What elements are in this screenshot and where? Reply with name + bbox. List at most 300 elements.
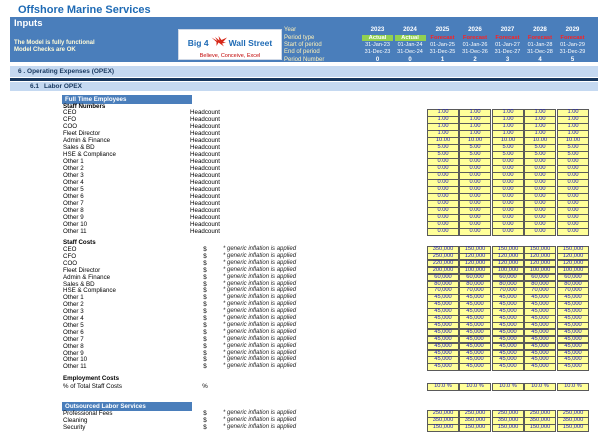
input-cell[interactable]: 45,000 [459, 336, 491, 344]
year-cell: 2025 [435, 26, 450, 33]
unit-label: Headcount [190, 165, 220, 172]
input-cell[interactable]: 10.0 % [492, 383, 524, 391]
input-cell[interactable]: 0.00 [524, 186, 556, 194]
unit-label: $ [203, 301, 207, 309]
inflation-note: * generic inflation is applied [223, 252, 297, 259]
input-cell[interactable]: 350,000 [524, 417, 556, 425]
inflation-note: * generic inflation is applied [223, 266, 297, 273]
input-cell[interactable]: 1.00 [459, 123, 491, 131]
input-cell[interactable]: 0.00 [492, 158, 524, 166]
staff-number-row [0, 116, 600, 123]
row-label: Fleet Director [63, 130, 101, 137]
outsourced-service-row [0, 424, 600, 431]
input-cell[interactable]: 45,000 [427, 350, 459, 358]
row-label: Other 3 [63, 308, 84, 316]
unit-label: $ [203, 280, 207, 288]
employment-costs-title: Employment Costs [63, 375, 120, 382]
input-cell[interactable]: 120,000 [557, 260, 589, 268]
staff-number-row [0, 151, 600, 158]
input-cell[interactable]: 0.00 [557, 193, 589, 201]
row-label: Other 3 [63, 172, 84, 179]
input-cell[interactable]: 0.00 [492, 214, 524, 222]
year-cell: 2027 [500, 26, 515, 33]
input-cell[interactable]: 10.0 % [427, 383, 459, 391]
input-cell[interactable]: 45,000 [459, 322, 491, 330]
input-cell[interactable]: 45,000 [427, 356, 459, 364]
input-cell[interactable]: 10.0 % [459, 383, 491, 391]
input-cell[interactable]: 0.00 [459, 221, 491, 229]
input-cell[interactable]: 0.00 [492, 221, 524, 229]
input-cell[interactable]: 1.00 [427, 109, 459, 117]
input-cell[interactable]: 1.00 [492, 109, 524, 117]
input-cell[interactable]: 1.00 [492, 116, 524, 124]
input-cell[interactable]: 100,000 [524, 267, 556, 275]
input-cell[interactable]: 0.00 [459, 158, 491, 166]
input-cell[interactable]: 1.00 [524, 116, 556, 124]
input-cell[interactable]: 0.00 [459, 228, 491, 236]
row-label: Other 1 [63, 294, 84, 302]
input-cell[interactable]: 0.00 [557, 172, 589, 180]
input-cell[interactable]: 0.00 [557, 207, 589, 215]
input-cell[interactable]: 0.00 [524, 214, 556, 222]
input-cell[interactable]: 45,000 [557, 322, 589, 330]
input-cell[interactable]: 0.00 [427, 165, 459, 173]
input-cell[interactable]: 45,000 [524, 336, 556, 344]
inflation-note: * generic inflation is applied [223, 287, 297, 294]
staff-number-row [0, 186, 600, 193]
unit-label: $ [203, 417, 207, 424]
input-cell[interactable]: 45,000 [459, 315, 491, 323]
input-cell[interactable]: 0.00 [459, 193, 491, 201]
date-cell: 31-Dec-25 [429, 49, 456, 55]
input-cell[interactable]: 100,000 [557, 267, 589, 275]
input-cell[interactable]: 70,000 [492, 287, 524, 295]
staff-number-row [0, 221, 600, 228]
input-cell[interactable]: 1.00 [427, 123, 459, 131]
input-cell[interactable]: 250,000 [557, 410, 589, 418]
input-cell[interactable]: 0.00 [524, 228, 556, 236]
input-cell[interactable]: 45,000 [427, 294, 459, 302]
input-cell[interactable]: 5.00 [524, 151, 556, 159]
input-cell[interactable]: 250,000 [524, 410, 556, 418]
input-cell[interactable]: 1.00 [427, 116, 459, 124]
inflation-note: * generic inflation is applied [223, 294, 297, 301]
input-cell[interactable]: 0.00 [459, 172, 491, 180]
input-cell[interactable]: 45,000 [492, 329, 524, 337]
period-type-cell: Actual [362, 35, 393, 42]
input-cell[interactable]: 45,000 [557, 301, 589, 309]
input-cell[interactable]: 10.00 [427, 137, 459, 145]
period-number-cell: 0 [408, 56, 412, 63]
input-cell[interactable]: 0.00 [427, 193, 459, 201]
row-label: Sales & BD [63, 280, 95, 288]
unit-label: Headcount [190, 123, 220, 130]
row-label: CFO [63, 116, 77, 123]
unit-label: $ [203, 424, 207, 431]
input-cell[interactable]: 0.00 [524, 221, 556, 229]
input-cell[interactable]: 0.00 [492, 193, 524, 201]
input-cell[interactable]: 0.00 [427, 214, 459, 222]
input-cell[interactable]: 350,000 [557, 417, 589, 425]
input-cell[interactable]: 350,000 [427, 246, 459, 254]
input-cell[interactable]: 10.00 [557, 137, 589, 145]
input-cell[interactable]: 45,000 [524, 315, 556, 323]
staff-number-row [0, 179, 600, 186]
input-cell[interactable]: 45,000 [427, 363, 459, 371]
input-cell[interactable]: 10.0 % [557, 383, 589, 391]
input-cell[interactable]: 45,000 [459, 294, 491, 302]
input-cell[interactable]: 120,000 [524, 253, 556, 261]
input-cell[interactable]: 10.0 % [524, 383, 556, 391]
input-cell[interactable]: 0.00 [557, 228, 589, 236]
input-cell[interactable]: 45,000 [459, 301, 491, 309]
period-number-cell: 5 [570, 56, 575, 63]
period-number-cell: 0 [375, 56, 380, 63]
unit-label: Headcount [190, 228, 220, 235]
row-label: CEO [63, 109, 77, 116]
unit-label: $ [203, 342, 207, 350]
input-cell[interactable]: 80,000 [492, 281, 524, 289]
input-cell[interactable]: 0.00 [459, 207, 491, 215]
input-cell[interactable]: 45,000 [492, 308, 524, 316]
inflation-note: * generic inflation is applied [223, 308, 297, 315]
inflation-note: * generic inflation is applied [223, 301, 297, 308]
input-cell[interactable]: 45,000 [492, 315, 524, 323]
input-cell[interactable]: 100,000 [492, 267, 524, 275]
unit-label: Headcount [190, 158, 220, 165]
unit-label: $ [203, 246, 207, 253]
input-cell[interactable]: 60,000 [524, 274, 556, 282]
input-cell[interactable]: 220,000 [427, 260, 459, 268]
input-cell[interactable]: 45,000 [459, 350, 491, 358]
input-cell[interactable]: 150,000 [427, 424, 459, 432]
input-cell[interactable]: 120,000 [557, 253, 589, 261]
input-cell[interactable]: 5.00 [492, 151, 524, 159]
unit-label: $ [203, 335, 207, 343]
date-cell: 01-Jan-25 [430, 42, 455, 48]
input-cell[interactable]: 45,000 [557, 343, 589, 351]
input-cell[interactable]: 45,000 [492, 343, 524, 351]
input-cell[interactable]: 100,000 [459, 267, 491, 275]
input-cell[interactable]: 0.00 [459, 179, 491, 187]
input-cell[interactable]: 150,000 [524, 424, 556, 432]
input-cell[interactable]: 0.00 [492, 200, 524, 208]
input-cell[interactable]: 120,000 [459, 260, 491, 268]
input-cell[interactable]: 80,000 [524, 281, 556, 289]
input-cell[interactable]: 45,000 [557, 350, 589, 358]
input-cell[interactable]: 45,000 [427, 329, 459, 337]
input-cell[interactable]: 1.00 [492, 123, 524, 131]
input-cell[interactable]: 120,000 [492, 260, 524, 268]
unit-label: Headcount [190, 109, 220, 116]
input-cell[interactable]: 45,000 [524, 308, 556, 316]
input-cell[interactable]: 70,000 [524, 287, 556, 295]
input-cell[interactable]: 45,000 [524, 350, 556, 358]
period-number-cell: 2 [473, 56, 477, 63]
input-cell[interactable]: 5.00 [459, 151, 491, 159]
input-cell[interactable]: 0.00 [427, 179, 459, 187]
row-label: Fleet Director [63, 266, 101, 274]
input-cell[interactable]: 1.00 [557, 116, 589, 124]
period-row-label: Period type [284, 34, 315, 41]
input-cell[interactable]: 45,000 [524, 363, 556, 371]
unit-label: $ [203, 349, 207, 357]
input-cell[interactable]: 80,000 [557, 281, 589, 289]
input-cell[interactable]: 5.00 [427, 151, 459, 159]
input-cell[interactable]: 70,000 [557, 287, 589, 295]
input-cell[interactable]: 0.00 [459, 214, 491, 222]
input-cell[interactable]: 1.00 [524, 130, 556, 138]
row-label: COO [63, 259, 78, 267]
input-cell[interactable]: 10.00 [524, 137, 556, 145]
year-cell: 2023 [370, 26, 385, 33]
input-cell[interactable]: 1.00 [459, 130, 491, 138]
input-cell[interactable]: 45,000 [557, 329, 589, 337]
input-cell[interactable]: 250,000 [427, 253, 459, 261]
input-cell[interactable]: 0.00 [427, 228, 459, 236]
input-cell[interactable]: 45,000 [557, 356, 589, 364]
input-cell[interactable]: 0.00 [492, 172, 524, 180]
input-cell[interactable]: 45,000 [492, 322, 524, 330]
year-cell: 2028 [533, 26, 547, 33]
input-cell[interactable]: 45,000 [492, 336, 524, 344]
date-cell: 31-Dec-28 [527, 49, 553, 55]
input-cell[interactable]: 45,000 [459, 343, 491, 351]
inflation-note: * generic inflation is applied [223, 349, 297, 356]
input-cell[interactable]: 0.00 [557, 186, 589, 194]
input-cell[interactable]: 0.00 [427, 200, 459, 208]
input-cell[interactable]: 5.00 [557, 144, 589, 152]
input-cell[interactable]: 5.00 [459, 144, 491, 152]
period-row-label: End of period [284, 49, 320, 55]
input-cell[interactable]: 0.00 [492, 228, 524, 236]
staff-number-row [0, 144, 600, 151]
staff-cost-row [0, 363, 600, 370]
input-cell[interactable]: 45,000 [557, 294, 589, 302]
input-cell[interactable]: 0.00 [492, 207, 524, 215]
input-cell[interactable]: 0.00 [557, 158, 589, 166]
fte-header-bar: Full Time Employees [62, 95, 192, 104]
input-cell[interactable]: 0.00 [524, 207, 556, 215]
input-cell[interactable]: 60,000 [557, 274, 589, 282]
input-cell[interactable]: 60,000 [492, 274, 524, 282]
input-cell[interactable]: 0.00 [459, 186, 491, 194]
input-cell[interactable]: 150,000 [459, 246, 491, 254]
unit-label: $ [203, 287, 207, 295]
staff-number-row [0, 137, 600, 144]
input-cell[interactable]: 45,000 [557, 336, 589, 344]
input-cell[interactable]: 0.00 [427, 221, 459, 229]
input-cell[interactable]: 45,000 [459, 356, 491, 364]
inflation-note: * generic inflation is applied [223, 280, 297, 287]
input-cell[interactable]: 350,000 [427, 417, 459, 425]
input-cell[interactable]: 0.00 [557, 165, 589, 173]
input-cell[interactable]: 45,000 [557, 363, 589, 371]
row-label: Other 1 [63, 158, 84, 165]
input-cell[interactable]: 45,000 [524, 294, 556, 302]
unit-label: $ [203, 328, 207, 336]
inflation-note: * generic inflation is applied [223, 273, 297, 280]
input-cell[interactable]: 250,000 [427, 410, 459, 418]
input-cell[interactable]: 0.00 [557, 179, 589, 187]
input-cell[interactable]: 0.00 [492, 186, 524, 194]
input-cell[interactable]: 0.00 [524, 165, 556, 173]
staff-number-row [0, 214, 600, 221]
unit-label: % [202, 383, 208, 390]
input-cell[interactable]: 45,000 [492, 363, 524, 371]
input-cell[interactable]: 250,000 [492, 410, 524, 418]
input-cell[interactable]: 150,000 [459, 424, 491, 432]
row-label: CEO [63, 246, 77, 253]
date-cell: 01-Jan-26 [462, 42, 488, 48]
input-cell[interactable]: 0.00 [557, 200, 589, 208]
input-cell[interactable]: 45,000 [427, 301, 459, 309]
input-cell[interactable]: 1.00 [459, 109, 491, 117]
unit-label: $ [203, 259, 207, 267]
input-cell[interactable]: 120,000 [492, 253, 524, 261]
date-cell: 01-Jan-27 [495, 42, 520, 48]
section-labor-title: Labor OPEX [44, 83, 82, 90]
date-cell: 31-Dec-24 [397, 49, 423, 55]
input-cell[interactable]: 45,000 [492, 294, 524, 302]
input-cell[interactable]: 150,000 [492, 424, 524, 432]
input-cell[interactable]: 45,000 [492, 356, 524, 364]
input-cell[interactable]: 350,000 [459, 417, 491, 425]
input-cell[interactable]: 45,000 [524, 329, 556, 337]
input-cell[interactable]: 1.00 [524, 123, 556, 131]
outsourced-service-row [0, 410, 600, 417]
input-cell[interactable]: 45,000 [557, 308, 589, 316]
input-cell[interactable]: 250,000 [459, 410, 491, 418]
input-cell[interactable]: 150,000 [492, 246, 524, 254]
logo-tagline: Believe, Conceive, Excel [199, 53, 261, 59]
row-label: Other 7 [63, 335, 84, 343]
unit-label: Headcount [190, 186, 220, 193]
input-cell[interactable]: 70,000 [459, 287, 491, 295]
row-label: Other 5 [63, 186, 84, 193]
model-status-line: The Model is fully functional [14, 40, 95, 46]
input-cell[interactable]: 1.00 [557, 123, 589, 131]
row-label: Other 2 [63, 165, 84, 172]
input-cell[interactable]: 45,000 [492, 350, 524, 358]
input-cell[interactable]: 350,000 [492, 417, 524, 425]
period-number-cell: 4 [538, 56, 542, 63]
input-cell[interactable]: 1.00 [557, 109, 589, 117]
input-cell[interactable]: 5.00 [557, 151, 589, 159]
unit-label: Headcount [190, 137, 220, 144]
input-cell[interactable]: 45,000 [524, 356, 556, 364]
row-label: Sales & BD [63, 144, 95, 151]
input-cell[interactable]: 0.00 [524, 172, 556, 180]
date-cell: 31-Dec-26 [462, 49, 488, 55]
section-opex-title: 6 . Operating Expenses (OPEX) [18, 67, 115, 75]
inflation-note: * generic inflation is applied [223, 246, 297, 252]
input-cell[interactable]: 0.00 [557, 214, 589, 222]
input-cell[interactable]: 1.00 [427, 130, 459, 138]
input-cell[interactable]: 150,000 [524, 246, 556, 254]
logo-wallstreet-text: Wall Street [228, 38, 273, 48]
row-label: Other 11 [63, 363, 87, 371]
input-cell[interactable]: 0.00 [524, 200, 556, 208]
row-label: Other 6 [63, 193, 84, 200]
input-cell[interactable]: 150,000 [557, 424, 589, 432]
input-cell[interactable]: 5.00 [492, 144, 524, 152]
outsourced-service-row [0, 417, 600, 424]
inflation-note: * generic inflation is applied [223, 410, 297, 416]
input-cell[interactable]: 45,000 [427, 336, 459, 344]
staff-number-row [0, 123, 600, 130]
row-label: COO [63, 123, 78, 130]
model-checks-line: Model Checks are OK [14, 47, 76, 53]
input-cell[interactable]: 0.00 [492, 165, 524, 173]
input-cell[interactable]: 10.00 [492, 137, 524, 145]
input-cell[interactable]: 80,000 [427, 281, 459, 289]
input-cell[interactable]: 0.00 [427, 186, 459, 194]
input-cell[interactable]: 45,000 [427, 322, 459, 330]
input-cell[interactable]: 0.00 [492, 179, 524, 187]
input-cell[interactable]: 0.00 [427, 158, 459, 166]
input-cell[interactable]: 45,000 [492, 301, 524, 309]
inflation-note: * generic inflation is applied [223, 321, 297, 328]
input-cell[interactable]: 0.00 [524, 179, 556, 187]
input-cell[interactable]: 1.00 [524, 109, 556, 117]
input-cell[interactable]: 120,000 [459, 253, 491, 261]
sheet-name: Inputs [14, 18, 43, 29]
input-cell[interactable]: 60,000 [427, 274, 459, 282]
workbook-title: Offshore Marine Services [18, 4, 151, 16]
input-cell[interactable]: 45,000 [427, 343, 459, 351]
row-label: HSE & Compliance [63, 151, 116, 158]
input-cell[interactable]: 80,000 [459, 281, 491, 289]
unit-label: $ [203, 356, 207, 364]
row-label: Other 9 [63, 214, 84, 221]
input-cell[interactable]: 45,000 [427, 308, 459, 316]
inflation-note: * generic inflation is applied [223, 335, 297, 342]
row-label: Other 7 [63, 200, 84, 207]
input-cell[interactable]: 10.00 [459, 137, 491, 145]
input-cell[interactable]: 45,000 [459, 308, 491, 316]
input-cell[interactable]: 0.00 [459, 165, 491, 173]
input-cell[interactable]: 0.00 [524, 193, 556, 201]
input-cell[interactable]: 45,000 [459, 329, 491, 337]
input-cell[interactable]: 45,000 [459, 363, 491, 371]
input-cell[interactable]: 200,000 [427, 267, 459, 275]
input-cell[interactable]: 45,000 [524, 343, 556, 351]
input-cell[interactable]: 1.00 [459, 116, 491, 124]
input-cell[interactable]: 45,000 [524, 301, 556, 309]
staff-number-row [0, 228, 600, 235]
input-cell[interactable]: 120,000 [524, 260, 556, 268]
period-number-cell: 1 [440, 56, 445, 63]
input-cell[interactable]: 0.00 [427, 172, 459, 180]
input-cell[interactable]: 0.00 [524, 158, 556, 166]
input-cell[interactable]: 0.00 [427, 207, 459, 215]
input-cell[interactable]: 45,000 [557, 315, 589, 323]
period-row-label: Start of period [284, 42, 322, 48]
input-cell[interactable]: 1.00 [492, 130, 524, 138]
input-cell[interactable]: 70,000 [427, 287, 459, 295]
input-cell[interactable]: 5.00 [524, 144, 556, 152]
input-cell[interactable]: 150,000 [557, 246, 589, 254]
input-cell[interactable]: 5.00 [427, 144, 459, 152]
input-cell[interactable]: 45,000 [427, 315, 459, 323]
input-cell[interactable]: 45,000 [524, 322, 556, 330]
input-cell[interactable]: 1.00 [557, 130, 589, 138]
period-row-label: Period Number [284, 56, 325, 63]
input-cell[interactable]: 0.00 [459, 200, 491, 208]
input-cell[interactable]: 0.00 [557, 221, 589, 229]
input-cell[interactable]: 60,000 [459, 274, 491, 282]
